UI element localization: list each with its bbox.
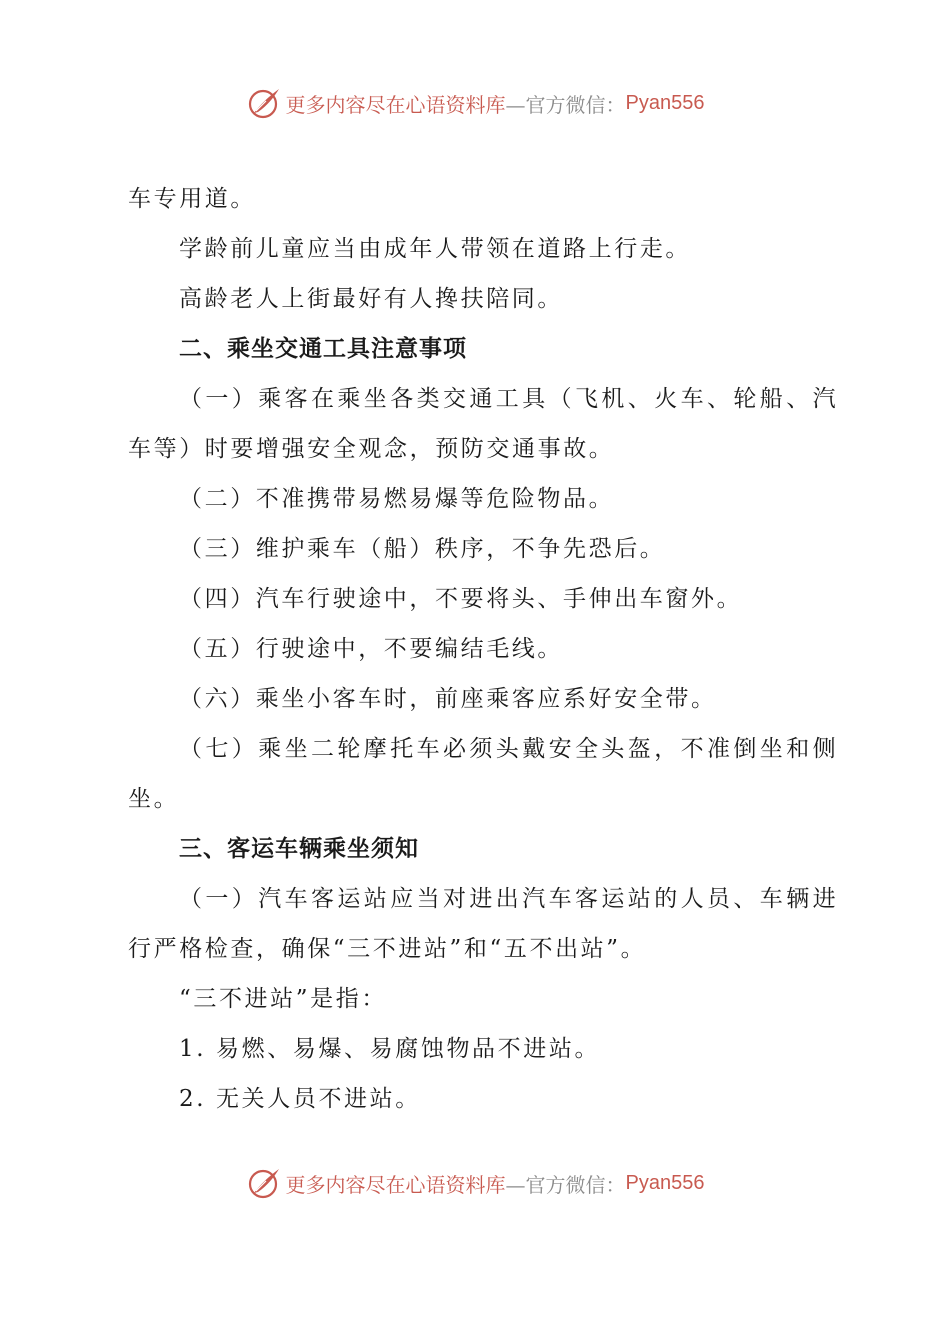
paragraph-line: （四）汽车行驶途中，不要将头、手伸出车窗外。 — [179, 586, 743, 612]
watermark-separator: —官方微信： — [505, 1172, 626, 1197]
paragraph-line: “三不进站”是指： — [179, 986, 387, 1012]
paragraph-line: （五）行驶途中，不要编结毛线。 — [179, 636, 563, 662]
document-body — [128, 174, 839, 1124]
quill-pen-logo-icon — [246, 85, 282, 121]
paragraph-line: （六）乘坐小客车时，前座乘客应系好安全带。 — [179, 686, 717, 712]
watermark-wechat-id: Pyan556 — [625, 1171, 705, 1194]
quill-pen-logo-icon — [246, 1165, 282, 1201]
paragraph-line: 行严格检查，确保“三不进站”和“五不出站”。 — [128, 936, 647, 962]
watermark-text: 更多内容尽在心语资料库 — [285, 92, 506, 117]
paragraph-line: （七）乘坐二轮摩托车必须头戴安全头盔，不准倒坐和侧 — [179, 736, 839, 762]
paragraph-line: 车专用道。 — [128, 186, 256, 212]
watermark-text: 更多内容尽在心语资料库 — [285, 1172, 506, 1197]
list-item: 1. 易燃、易爆、易腐蚀物品不进站。 — [179, 1036, 601, 1062]
section-heading: 二、乘坐交通工具注意事项 — [179, 335, 467, 362]
paragraph-line: （二）不准携带易燃易爆等危险物品。 — [179, 486, 615, 512]
paragraph-line: 学龄前儿童应当由成年人带领在道路上行走。 — [179, 236, 691, 262]
paragraph-line: 高龄老人上街最好有人搀扶陪同。 — [179, 286, 563, 312]
watermark-banner-bottom — [0, 1163, 950, 1203]
list-item: 2. 无关人员不进站。 — [179, 1086, 421, 1112]
paragraph-line: 车等）时要增强安全观念，预防交通事故。 — [128, 436, 615, 462]
watermark-separator: —官方微信： — [505, 92, 626, 117]
paragraph-line: 坐。 — [128, 786, 180, 812]
paragraph-line: （一）汽车客运站应当对进出汽车客运站的人员、车辆进 — [179, 886, 839, 912]
paragraph-line: （三）维护乘车（船）秩序，不争先恐后。 — [179, 536, 666, 562]
watermark-wechat-id: Pyan556 — [625, 91, 705, 114]
paragraph-line: （一）乘客在乘坐各类交通工具（飞机、火车、轮船、汽 — [179, 386, 839, 412]
section-heading: 三、客运车辆乘坐须知 — [179, 835, 419, 862]
watermark-banner-top — [0, 83, 950, 123]
